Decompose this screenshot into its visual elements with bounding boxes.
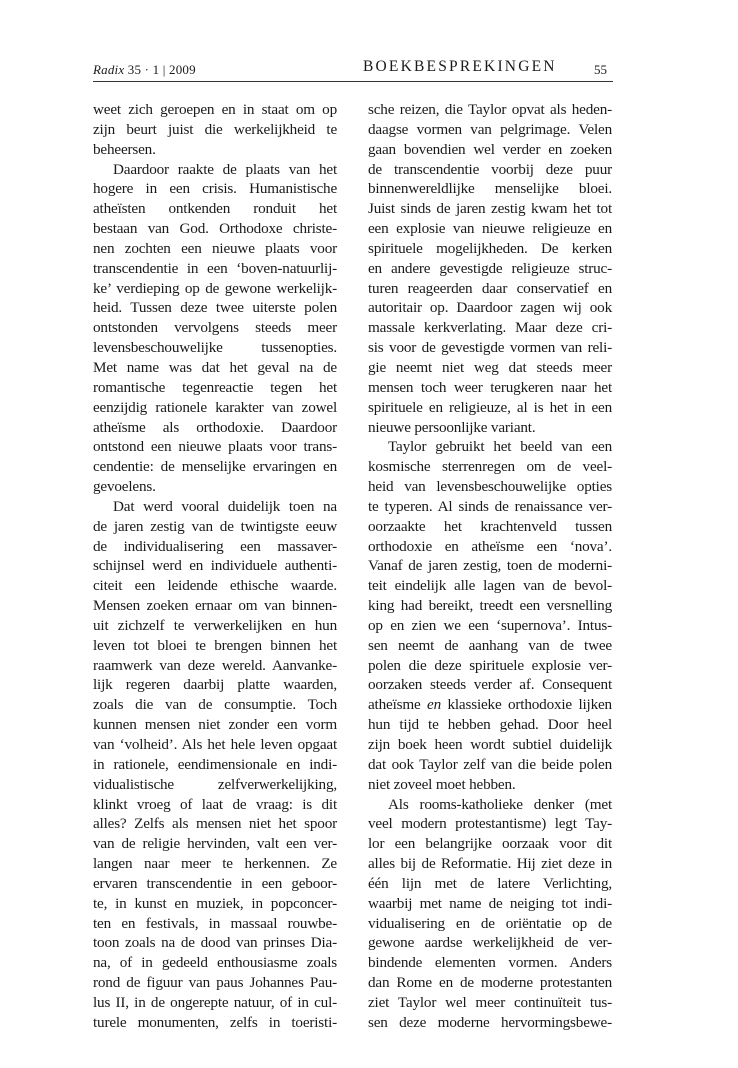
text-line: Dat werd vooral duidelijk toen na: [113, 497, 337, 515]
text-line: gaan bovendien wel verder en zoeken: [368, 140, 612, 158]
text-line: kosmische sterrenregen om de veel-: [368, 458, 612, 476]
text-line: alles bij de Reformatie. Hij ziet deze in: [368, 855, 612, 873]
text-line: dat ook Taylor zelf van die beide polen: [368, 755, 612, 773]
text-line: zijn boek heen wordt subtiel duidelijk: [368, 736, 612, 753]
text-line: beheersen.: [93, 140, 156, 158]
text-line: spirituele mogelijkheden. De kerken: [368, 239, 612, 257]
text-line: Vanaf de jaren zestig, toen de moderni-: [368, 557, 612, 575]
text-line: toon zoals na de dood van prinses Dia-: [93, 934, 337, 952]
text-line: één lijn met de latere Verlichting,: [368, 874, 612, 892]
text-line: sche reizen, die Taylor opvat als heden-: [368, 101, 612, 118]
right-column: [368, 100, 612, 1033]
text-line: ontstonden vervolgens steeds meer: [93, 319, 337, 337]
text-line: vidualistische zelfverwerkelijking,: [93, 775, 337, 793]
text-line: massale kerkverlating. Maar deze cri-: [368, 319, 612, 337]
text-line: nen zochten een nieuwe plaats voor: [93, 239, 337, 257]
section-title: BOEKBESPREKINGEN: [363, 58, 557, 75]
text-line: bestaan van God. Orthodoxe christe-: [93, 220, 337, 238]
text-line: dan Rome en de moderne protestanten: [368, 974, 612, 992]
text-line: king had bereikt, treedt een versnelling: [368, 597, 612, 615]
text-line: na, of in gedeeld enthousiasme zoals: [93, 954, 337, 972]
text-line: rond de figuur van paus Johannes Pau-: [93, 974, 337, 992]
text-line: zoals die van de consumptie. Toch: [93, 696, 337, 714]
text-line: van ‘volheid’. Als het hele leven opgaat: [93, 736, 337, 753]
text-line: daagse vormen van pelgrimage. Velen: [368, 120, 612, 138]
text-line: de transcendentie voorbij deze puur: [368, 160, 612, 178]
text-line: van de religie hervinden, valt een ver-: [93, 835, 337, 853]
text-line: nieuwe persoonlijke variant.: [368, 418, 536, 436]
text-line: veel modern protestantisme) legt Tay-: [368, 815, 612, 833]
text-line: orthodoxie en atheïsme een ‘nova’.: [368, 537, 612, 555]
text-line: heid. Tussen deze twee uiterste polen: [93, 299, 337, 317]
text-line: spirituele en religieuze, al is het in een: [368, 398, 612, 416]
text-line: bindende elementen vormen. Anders: [368, 954, 612, 972]
text-line: hogere in een crisis. Humanistische: [93, 180, 337, 198]
text-line: turele monumenten, zelfs in toeristi-: [93, 1013, 337, 1031]
text-line: en andere gevestigde religieuze struc-: [368, 259, 612, 277]
text-line: waarbij met name de neiging tot indi-: [368, 894, 612, 912]
text-line: lus II, in de ongerepte natuur, of in cul-: [93, 993, 337, 1011]
text-line: lijk regeren daarbij platte waarden,: [93, 676, 337, 694]
journal-citation: [93, 62, 196, 78]
text-line: citeit een leidende ethische waarde.: [93, 577, 337, 595]
text-line: hun tijd te hebben gehad. Door heel: [368, 716, 612, 734]
text-line: turen reageerden daar conservatief en: [368, 279, 612, 297]
text-line: een explosie van nieuwe religieuze en: [368, 220, 612, 238]
text-line: heid van levensbeschouwelijke opties: [368, 478, 612, 496]
text-line: weet zich geroepen en in staat om op: [93, 101, 337, 118]
text-line: te, in kunst en muziek, in popconcer-: [93, 894, 337, 912]
text-line: autoritair op. Daardoor zagen wij ook: [368, 299, 612, 317]
text-line: oorzaakte het krachtenveld tussen: [368, 517, 612, 535]
text-line: teit eindelijk alle lagen van de bevol-: [368, 577, 612, 595]
text-line: Met name was dat het geval na de: [93, 358, 337, 376]
text-line: kunnen mensen niet zonder een vorm: [93, 716, 337, 734]
text-line: uit zichzelf te verwerkelijken en hun: [93, 616, 337, 634]
text-line: transcendentie in een ‘boven-natuurlij-: [93, 259, 337, 277]
text-line: op en zien we een ‘supernova’. Intus-: [368, 616, 612, 634]
text-line: ke’ verdieping op de gewone werkelijk-: [93, 279, 337, 297]
text-line: sis voor de gevestigde vormen van reli-: [368, 339, 612, 357]
left-column: [93, 100, 337, 1033]
text-line: atheïsten ontkenden ronduit het: [93, 200, 337, 218]
text-line: Als rooms-katholieke denker (met: [388, 795, 612, 813]
text-line: schijnsel werd en individuele authenti-: [93, 557, 337, 575]
text-line: alles? Zelfs als mensen niet het spoor: [93, 815, 337, 833]
text-line: leven tot bloei te brengen binnen het: [93, 636, 337, 654]
text-line: atheïsme en klassieke orthodoxie lijken: [368, 696, 612, 714]
page-number: 55: [594, 62, 607, 77]
text-line: levensbeschouwelijke tussenopties.: [93, 339, 337, 357]
text-line: te typeren. Al sinds de renaissance ver-: [368, 497, 612, 515]
text-line: gie neemt niet weg dat steeds meer: [368, 358, 612, 376]
journal-name: Radix: [93, 62, 125, 77]
text-line: ontstond een nieuwe plaats voor trans-: [93, 438, 337, 456]
text-line: ten en festivals, in massaal rouwbe-: [93, 914, 337, 932]
text-line: niet zoveel moet hebben.: [368, 775, 516, 793]
text-line: Daardoor raakte de plaats van het: [113, 160, 337, 178]
text-line: polen die deze spirituele explosie ver-: [368, 656, 612, 674]
text-line: atheïsme als orthodoxie. Daardoor: [93, 418, 337, 436]
text-line: cendentie: de menselijke ervaringen en: [93, 458, 337, 476]
header-rule: [93, 81, 613, 82]
text-line: raamwerk van deze wereld. Aanvanke-: [93, 656, 337, 674]
text-line: eenzijdig rationele karakter van zowel: [93, 398, 337, 416]
text-line: gewone aardse werkelijkheid de ver-: [368, 934, 612, 952]
running-header: [93, 58, 613, 82]
text-line: de jaren zestig van de twintigste eeuw: [93, 517, 337, 535]
text-line: lor een belangrijke oorzaak voor dit: [368, 835, 612, 853]
text-line: de individualisering een massaver-: [93, 537, 337, 555]
text-line: Juist sinds de jaren zestig kwam het tot: [368, 200, 612, 218]
text-line: binnenwereldlijke menselijke bloei.: [368, 180, 612, 198]
text-line: Mensen zoeken ernaar om van binnen-: [93, 597, 337, 615]
text-line: oorzaken steeds verder af. Consequent: [368, 676, 612, 694]
text-line: vidualisering en de oriëntatie op de: [368, 914, 612, 932]
text-line: mensen toch weer terugkeren naar het: [368, 378, 612, 396]
text-line: sen deze moderne hervormingsbewe-: [368, 1013, 612, 1031]
text-line: in rationele, eendimensionale en indi-: [93, 755, 337, 773]
text-line: romantische tegenreactie tegen het: [93, 378, 337, 396]
text-line: zijn beurt juist die werkelijkheid te: [93, 120, 337, 138]
text-line: langen naar meer te herkennen. Ze: [93, 855, 337, 873]
text-line: ziet Taylor wel meer continuïteit tus-: [368, 993, 612, 1011]
text-line: ervaren transcendentie in een geboor-: [93, 874, 337, 892]
journal-issue: 35 · 1 | 2009: [127, 62, 196, 77]
text-line: gevoelens.: [93, 478, 156, 496]
text-line: klinkt vroeg of laat de vraag: is dit: [93, 795, 337, 813]
text-line: Taylor gebruikt het beeld van een: [388, 438, 612, 456]
text-line: sen neemt de aanhang van de twee: [368, 636, 612, 654]
emphasis: en: [427, 696, 441, 714]
